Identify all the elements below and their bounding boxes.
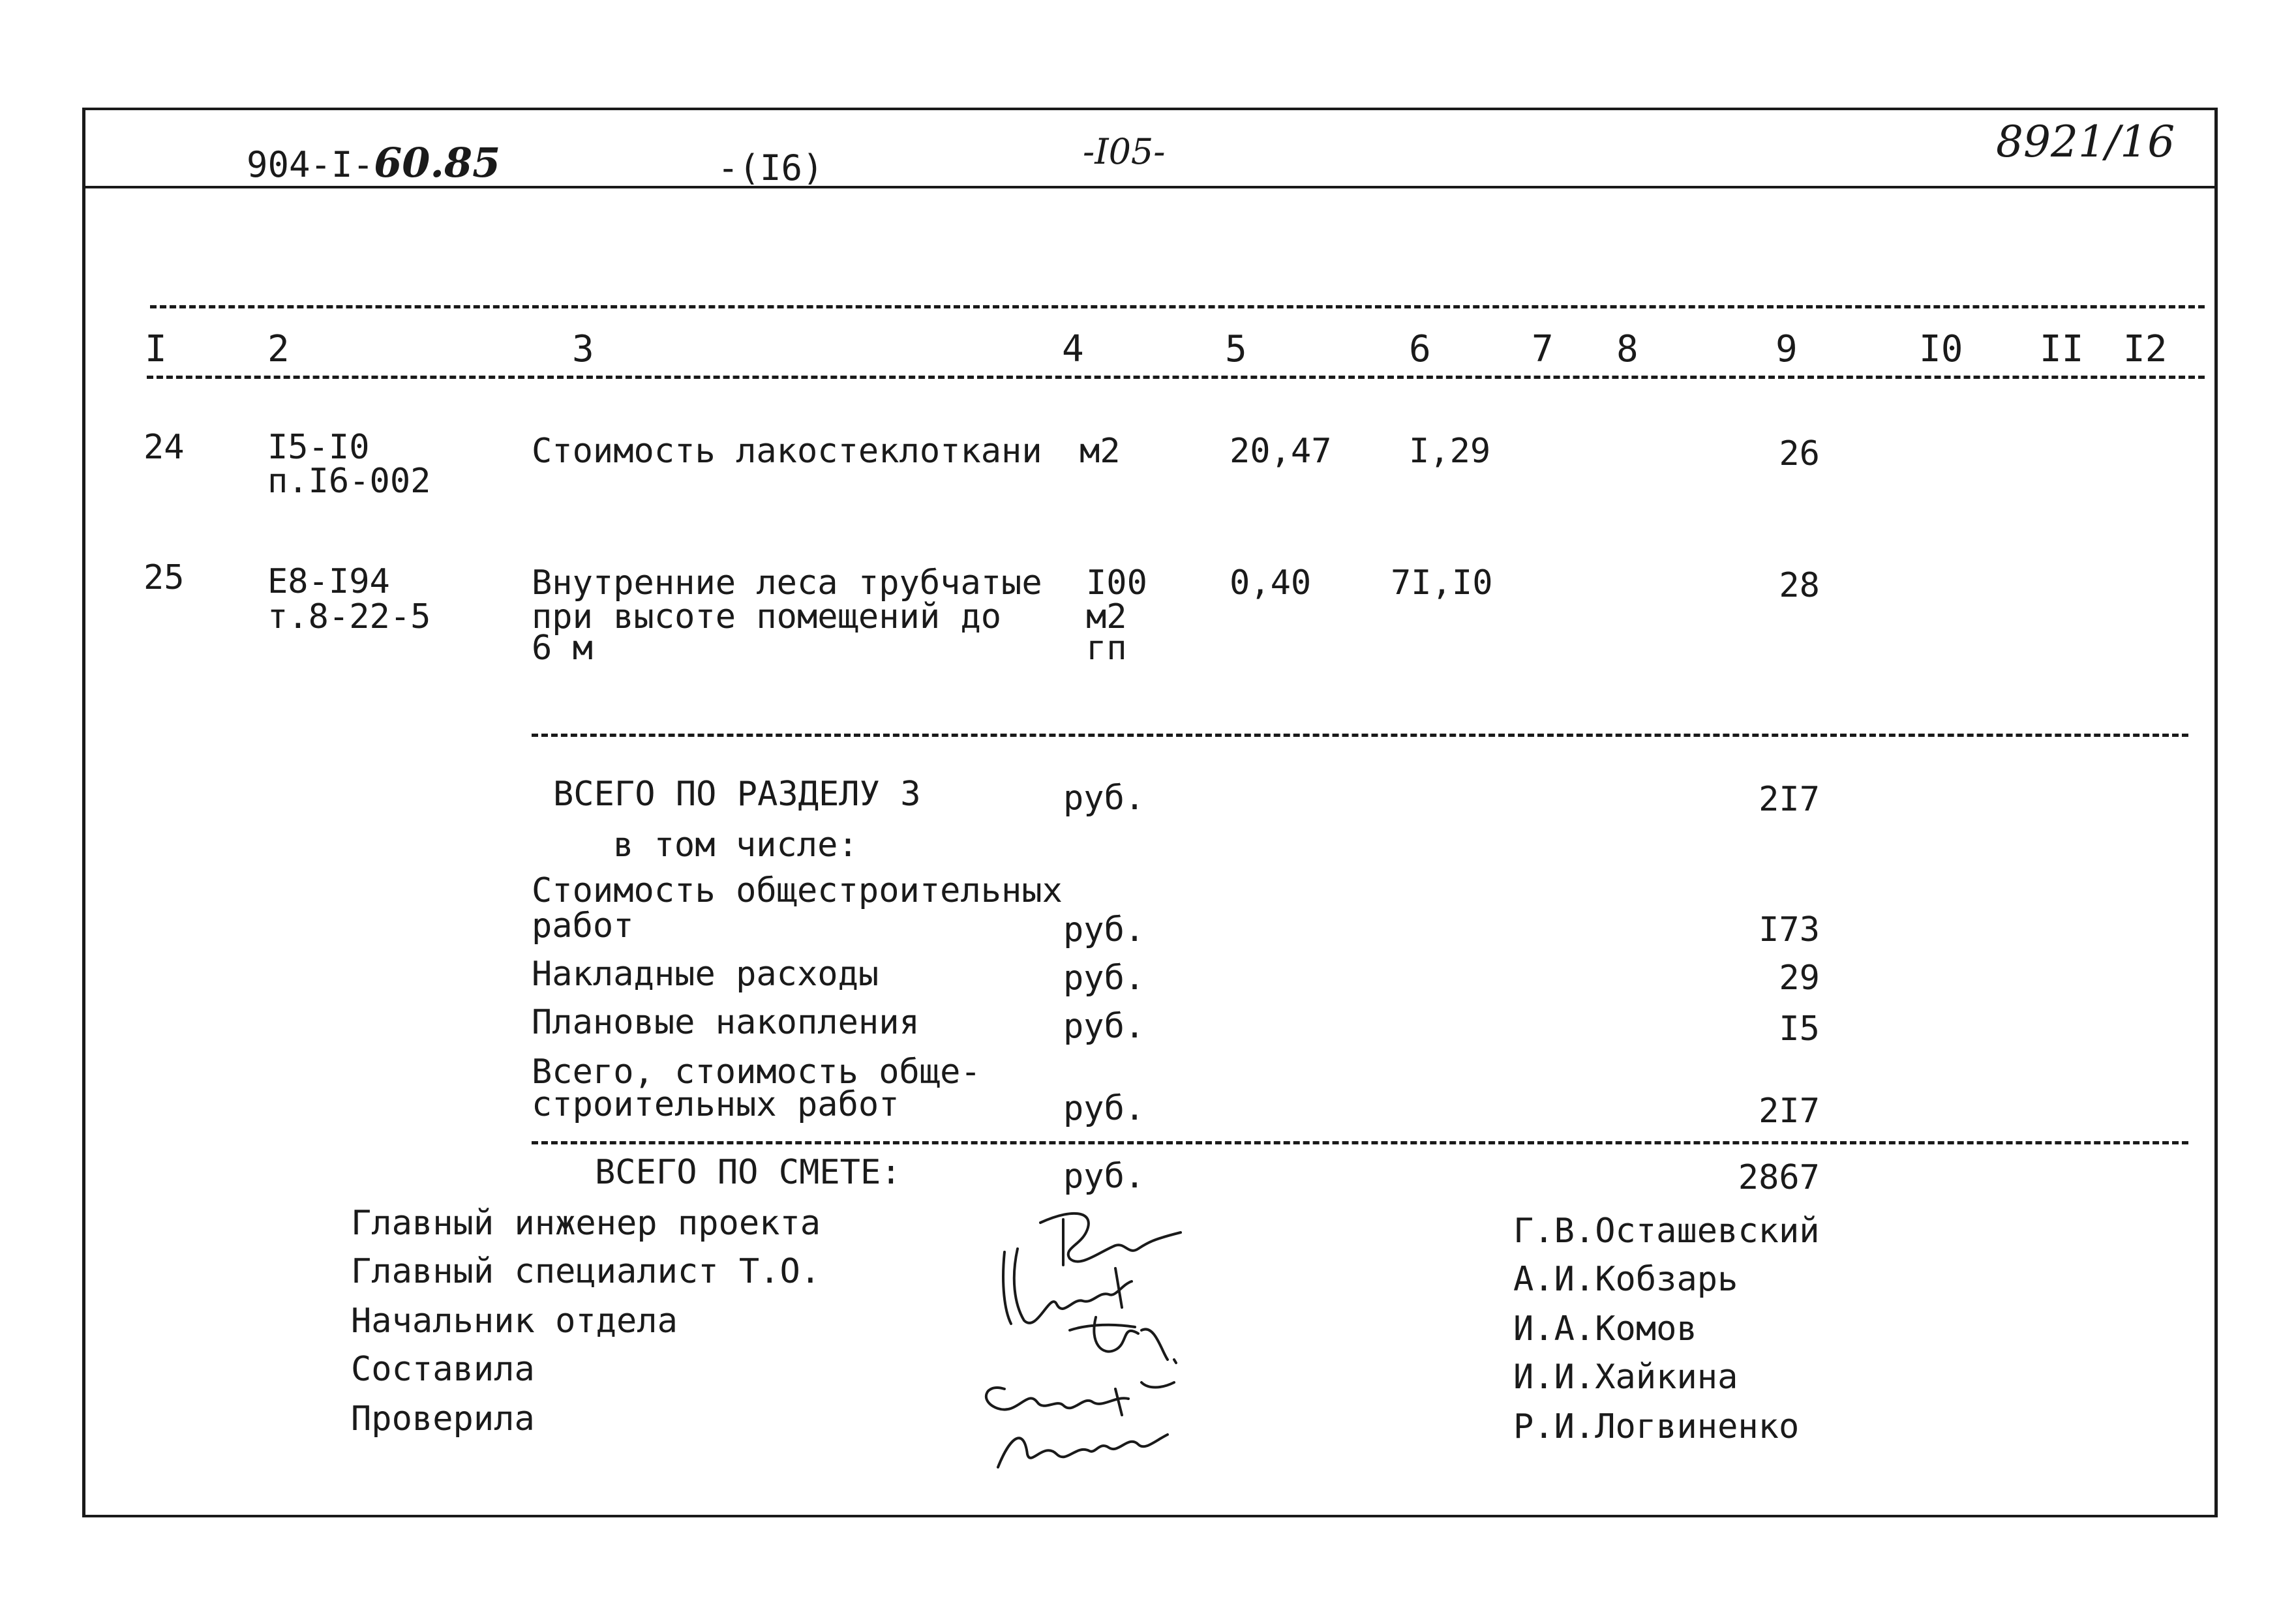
summary-item-value: 2I7 (1759, 1092, 1820, 1131)
including-label: в том числе: (613, 826, 858, 865)
signature-scribble (1003, 1249, 1132, 1324)
column-number: 8 (1616, 328, 1639, 370)
signature-role: Проверила (351, 1399, 535, 1439)
summary-item-value: 29 (1779, 959, 1820, 998)
summary-item-unit: руб. (1063, 959, 1145, 998)
row-number: 24 (144, 428, 185, 467)
grand-total-label: ВСЕГО ПО СМЕТЕ: (595, 1153, 901, 1192)
column-number: I2 (2123, 328, 2168, 370)
column-number: I (145, 328, 167, 370)
signature-role: Начальник отдела (351, 1302, 678, 1341)
column-number: 7 (1532, 328, 1554, 370)
signature-name: А.И.Кобзарь (1513, 1260, 1738, 1299)
row-name: 6 м (532, 629, 593, 668)
handwritten-signatures (965, 1193, 1265, 1480)
row-code: п.I6-002 (267, 462, 431, 501)
column-number: 4 (1062, 328, 1084, 370)
summary-item-label: Накладные расходы (532, 955, 879, 994)
row-unit: м2 (1080, 432, 1121, 471)
row-name: Внутренние леса трубчатые (532, 563, 1042, 603)
section-total-unit: руб. (1063, 779, 1145, 818)
signature-name: И.А.Комов (1513, 1309, 1697, 1349)
row-total: 26 (1779, 434, 1820, 473)
row-unit: м2 (1086, 597, 1127, 636)
signature-name: Г.В.Осташевский (1513, 1212, 1820, 1251)
signature-role: Главный специалист Т.О. (351, 1252, 821, 1291)
summary-item-unit: руб. (1063, 910, 1145, 949)
column-number: 9 (1775, 328, 1798, 370)
summary-item-value: I5 (1779, 1009, 1820, 1049)
row-name: Стоимость лакостеклоткани (532, 432, 1042, 471)
summary-item-label: Стоимость общестроительных (532, 871, 1063, 910)
row-price: I,29 (1409, 432, 1491, 471)
summary-item-label: строительных работ (532, 1085, 899, 1124)
row-qty: 0,40 (1230, 563, 1312, 603)
grand-total-value: 2867 (1738, 1158, 1820, 1197)
section-total-label: ВСЕГО ПО РАЗДЕЛУ 3 (553, 775, 921, 814)
row-price: 7I,I0 (1391, 563, 1493, 603)
archive-number: 8921/16 (1996, 117, 2175, 167)
signature-scribble (986, 1382, 1174, 1415)
table-top-rule (150, 305, 2205, 308)
row-code: I5-I0 (267, 428, 370, 467)
doc-code: 904-I-60.85 (247, 139, 501, 186)
signature-role: Составила (351, 1350, 535, 1389)
summary-top-rule (532, 734, 2188, 737)
signature-scribble (1070, 1317, 1176, 1363)
row-qty: 20,47 (1230, 432, 1332, 471)
section-total-value: 2I7 (1759, 780, 1820, 819)
summary-item-label: работ (532, 906, 634, 946)
signature-name: Р.И.Логвиненко (1513, 1407, 1800, 1446)
column-number: 6 (1409, 328, 1431, 370)
signature-scribble (1040, 1214, 1181, 1265)
grand-total-rule (532, 1141, 2188, 1144)
grand-total-unit: руб. (1063, 1157, 1145, 1196)
signature-role: Главный инженер проекта (351, 1204, 821, 1243)
row-unit: гп (1086, 629, 1127, 668)
summary-item-unit: руб. (1063, 1089, 1145, 1128)
row-total: 28 (1779, 566, 1820, 605)
summary-item-label: Плановые накопления (532, 1003, 920, 1042)
sheet-number: -(I6) (718, 147, 824, 188)
signature-scribble (998, 1435, 1168, 1467)
summary-item-label: Всего, стоимость обще- (532, 1052, 981, 1092)
column-header-rule (147, 376, 2205, 379)
summary-item-value: I73 (1759, 910, 1820, 949)
row-name: при высоте помещений до (532, 597, 1002, 636)
doc-code-hand: 60.85 (374, 139, 501, 186)
column-number: 5 (1225, 328, 1247, 370)
signature-name: И.И.Хайкина (1513, 1358, 1738, 1397)
column-number: I0 (1919, 328, 1963, 370)
column-number: 3 (572, 328, 594, 370)
row-number: 25 (144, 558, 185, 597)
row-code: E8-I94 (267, 562, 390, 601)
column-number: II (2040, 328, 2084, 370)
row-code: т.8-22-5 (267, 597, 431, 636)
summary-item-unit: руб. (1063, 1007, 1145, 1046)
page-number: -I05- (1083, 131, 1166, 172)
column-number: 2 (267, 328, 290, 370)
row-unit: I00 (1086, 563, 1147, 603)
